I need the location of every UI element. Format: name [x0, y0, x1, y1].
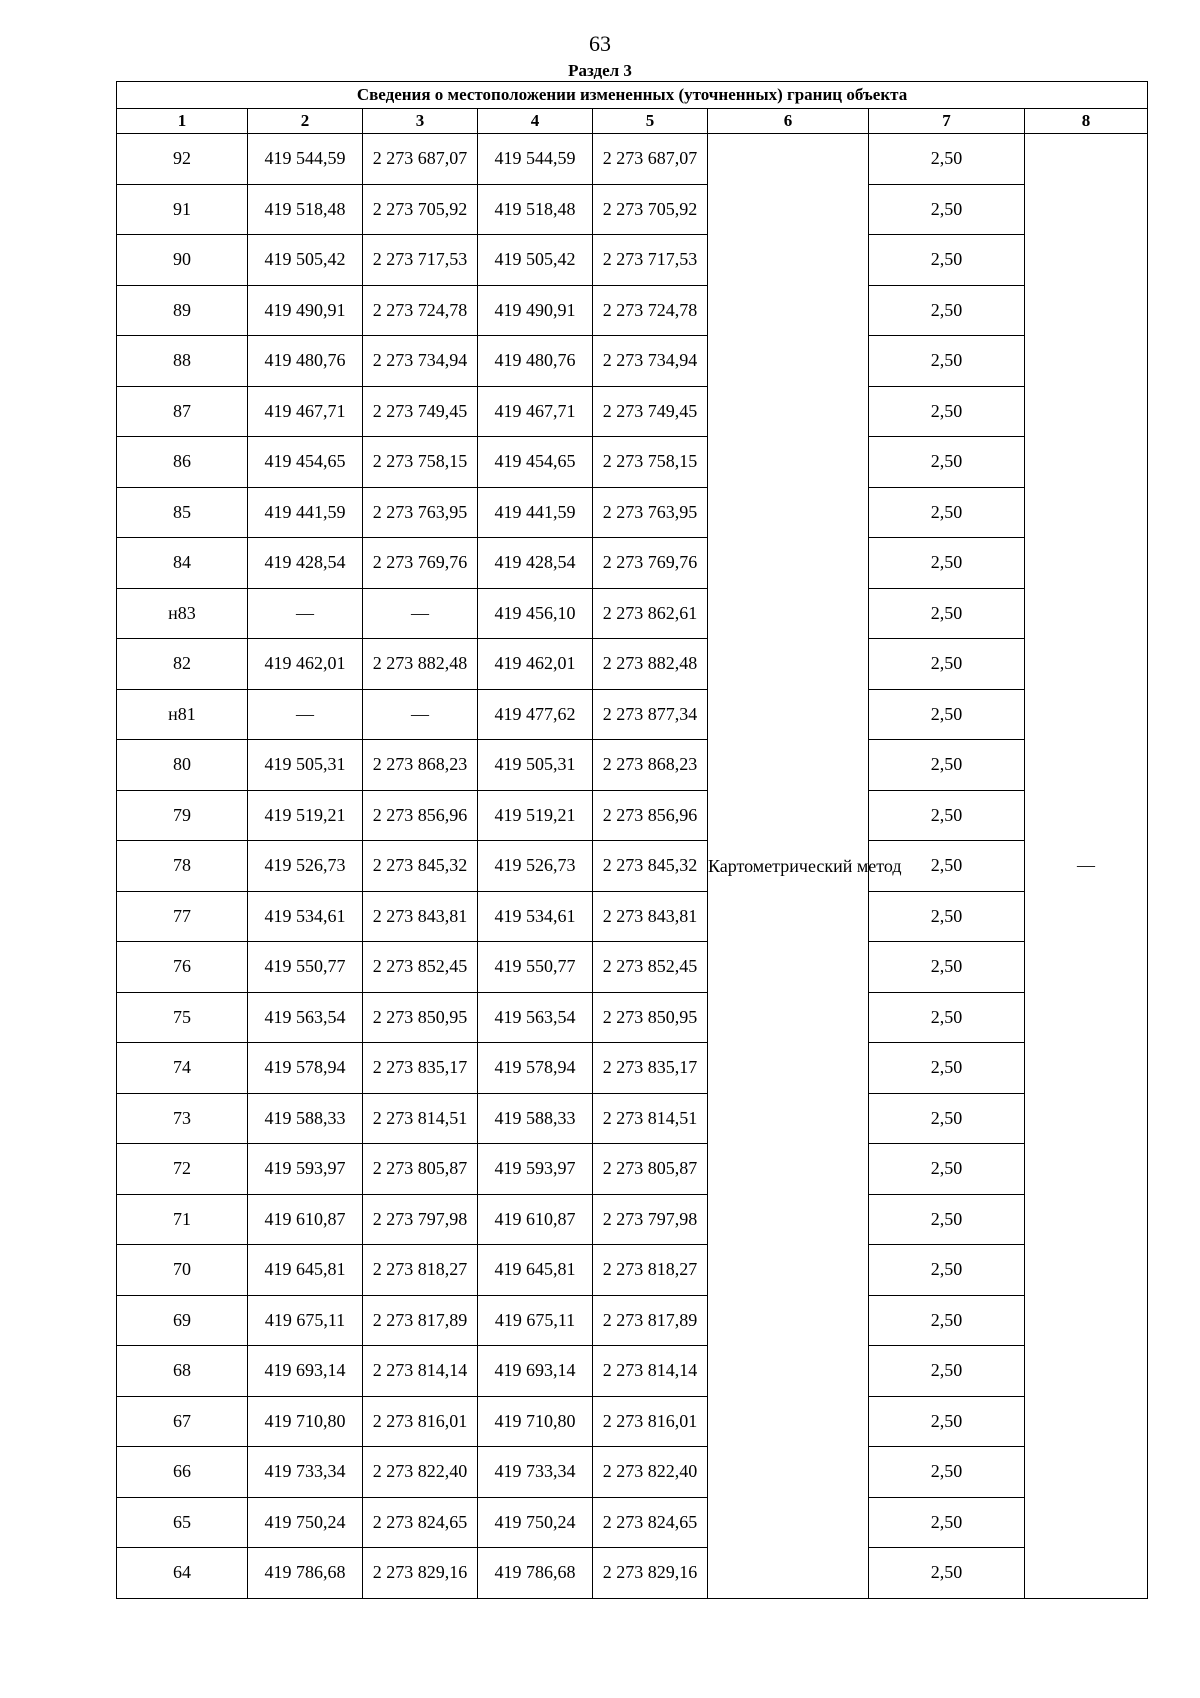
- y-new-cell: 2 273 817,89: [593, 1295, 708, 1346]
- accuracy-cell: 2,50: [869, 1043, 1025, 1094]
- y-old-cell: 2 273 829,16: [363, 1548, 478, 1599]
- y-old-cell: 2 273 734,94: [363, 336, 478, 387]
- point-number-cell: 68: [117, 1346, 248, 1397]
- point-number-cell: 86: [117, 437, 248, 488]
- x-old-cell: 419 693,14: [248, 1346, 363, 1397]
- x-old-cell: 419 526,73: [248, 841, 363, 892]
- point-number-cell: 75: [117, 992, 248, 1043]
- x-new-cell: 419 454,65: [478, 437, 593, 488]
- method-cell: Картометрический метод: [708, 134, 869, 1599]
- column-number: 5: [593, 109, 708, 134]
- table-row: [117, 1346, 1148, 1397]
- x-old-cell: 419 428,54: [248, 538, 363, 589]
- y-old-cell: 2 273 816,01: [363, 1396, 478, 1447]
- table-row: [117, 992, 1148, 1043]
- column-number: 8: [1025, 109, 1148, 134]
- column-number: 6: [708, 109, 869, 134]
- y-old-cell: 2 273 687,07: [363, 134, 478, 185]
- y-new-cell: 2 273 814,51: [593, 1093, 708, 1144]
- x-new-cell: 419 578,94: [478, 1043, 593, 1094]
- x-new-cell: 419 750,24: [478, 1497, 593, 1548]
- x-old-cell: 419 675,11: [248, 1295, 363, 1346]
- y-old-cell: 2 273 724,78: [363, 285, 478, 336]
- x-old-cell: 419 534,61: [248, 891, 363, 942]
- table-row: [117, 841, 1148, 892]
- y-new-cell: 2 273 724,78: [593, 285, 708, 336]
- y-old-cell: 2 273 705,92: [363, 184, 478, 235]
- accuracy-cell: 2,50: [869, 235, 1025, 286]
- x-new-cell: 419 610,87: [478, 1194, 593, 1245]
- accuracy-cell: 2,50: [869, 1548, 1025, 1599]
- y-new-cell: 2 273 805,87: [593, 1144, 708, 1195]
- y-old-cell: 2 273 856,96: [363, 790, 478, 841]
- y-old-cell: 2 273 835,17: [363, 1043, 478, 1094]
- accuracy-cell: 2,50: [869, 386, 1025, 437]
- x-new-cell: 419 519,21: [478, 790, 593, 841]
- x-new-cell: 419 593,97: [478, 1144, 593, 1195]
- y-new-cell: 2 273 845,32: [593, 841, 708, 892]
- y-new-cell: 2 273 758,15: [593, 437, 708, 488]
- column-number: 1: [117, 109, 248, 134]
- point-number-cell: 84: [117, 538, 248, 589]
- y-old-cell: 2 273 805,87: [363, 1144, 478, 1195]
- x-new-cell: 419 544,59: [478, 134, 593, 185]
- y-new-cell: 2 273 818,27: [593, 1245, 708, 1296]
- point-number-cell: 70: [117, 1245, 248, 1296]
- accuracy-cell: 2,50: [869, 1194, 1025, 1245]
- accuracy-cell: 2,50: [869, 1144, 1025, 1195]
- y-new-cell: 2 273 734,94: [593, 336, 708, 387]
- table-row: [117, 1497, 1148, 1548]
- y-new-cell: 2 273 843,81: [593, 891, 708, 942]
- accuracy-cell: 2,50: [869, 639, 1025, 690]
- y-old-cell: 2 273 814,51: [363, 1093, 478, 1144]
- x-new-cell: 419 462,01: [478, 639, 593, 690]
- accuracy-cell: 2,50: [869, 184, 1025, 235]
- point-number-cell: 67: [117, 1396, 248, 1447]
- x-new-cell: 419 505,31: [478, 740, 593, 791]
- point-number-cell: 69: [117, 1295, 248, 1346]
- x-new-cell: 419 490,91: [478, 285, 593, 336]
- x-old-cell: 419 544,59: [248, 134, 363, 185]
- x-old-cell: 419 588,33: [248, 1093, 363, 1144]
- x-old-cell: 419 518,48: [248, 184, 363, 235]
- point-number-cell: 87: [117, 386, 248, 437]
- y-old-cell: 2 273 769,76: [363, 538, 478, 589]
- y-new-cell: 2 273 687,07: [593, 134, 708, 185]
- y-new-cell: 2 273 814,14: [593, 1346, 708, 1397]
- point-number-cell: 73: [117, 1093, 248, 1144]
- y-new-cell: 2 273 856,96: [593, 790, 708, 841]
- table-row: [117, 437, 1148, 488]
- y-old-cell: 2 273 717,53: [363, 235, 478, 286]
- accuracy-cell: 2,50: [869, 588, 1025, 639]
- section-title: Раздел 3: [568, 61, 632, 80]
- y-old-cell: 2 273 824,65: [363, 1497, 478, 1548]
- x-new-cell: 419 526,73: [478, 841, 593, 892]
- y-new-cell: 2 273 824,65: [593, 1497, 708, 1548]
- point-number-cell: 92: [117, 134, 248, 185]
- x-new-cell: 419 505,42: [478, 235, 593, 286]
- x-new-cell: 419 786,68: [478, 1548, 593, 1599]
- table-row: [117, 588, 1148, 639]
- table-row: [117, 1194, 1148, 1245]
- x-old-cell: 419 786,68: [248, 1548, 363, 1599]
- table-row: [117, 538, 1148, 589]
- point-number-cell: н81: [117, 689, 248, 740]
- x-new-cell: 419 733,34: [478, 1447, 593, 1498]
- x-old-cell: 419 593,97: [248, 1144, 363, 1195]
- point-number-cell: 91: [117, 184, 248, 235]
- column-number: 2: [248, 109, 363, 134]
- column-number: 4: [478, 109, 593, 134]
- y-new-cell: 2 273 877,34: [593, 689, 708, 740]
- table-row: [117, 891, 1148, 942]
- accuracy-cell: 2,50: [869, 841, 1025, 892]
- accuracy-cell: 2,50: [869, 487, 1025, 538]
- x-new-cell: 419 645,81: [478, 1245, 593, 1296]
- table-row: [117, 689, 1148, 740]
- y-old-cell: 2 273 843,81: [363, 891, 478, 942]
- table-row: [117, 1396, 1148, 1447]
- table-row: [117, 1447, 1148, 1498]
- x-old-cell: —: [248, 588, 363, 639]
- accuracy-cell: 2,50: [869, 285, 1025, 336]
- point-number-cell: 85: [117, 487, 248, 538]
- accuracy-cell: 2,50: [869, 134, 1025, 185]
- accuracy-cell: 2,50: [869, 1346, 1025, 1397]
- x-new-cell: 419 563,54: [478, 992, 593, 1043]
- table-row: [117, 790, 1148, 841]
- accuracy-cell: 2,50: [869, 1497, 1025, 1548]
- x-new-cell: 419 518,48: [478, 184, 593, 235]
- y-new-cell: 2 273 816,01: [593, 1396, 708, 1447]
- table-row: [117, 1043, 1148, 1094]
- y-old-cell: —: [363, 588, 478, 639]
- table-row: [117, 386, 1148, 437]
- y-old-cell: 2 273 850,95: [363, 992, 478, 1043]
- accuracy-cell: 2,50: [869, 437, 1025, 488]
- x-new-cell: 419 710,80: [478, 1396, 593, 1447]
- accuracy-cell: 2,50: [869, 1447, 1025, 1498]
- table-row: [117, 1295, 1148, 1346]
- point-number-cell: 66: [117, 1447, 248, 1498]
- x-new-cell: 419 588,33: [478, 1093, 593, 1144]
- x-old-cell: —: [248, 689, 363, 740]
- x-old-cell: 419 505,42: [248, 235, 363, 286]
- y-new-cell: 2 273 835,17: [593, 1043, 708, 1094]
- point-number-cell: 78: [117, 841, 248, 892]
- column8-cell: —: [1025, 134, 1148, 1599]
- y-new-cell: 2 273 862,61: [593, 588, 708, 639]
- x-new-cell: 419 477,62: [478, 689, 593, 740]
- x-new-cell: 419 467,71: [478, 386, 593, 437]
- point-number-cell: 90: [117, 235, 248, 286]
- table-row: [117, 1093, 1148, 1144]
- y-old-cell: 2 273 822,40: [363, 1447, 478, 1498]
- y-new-cell: 2 273 749,45: [593, 386, 708, 437]
- x-old-cell: 419 505,31: [248, 740, 363, 791]
- x-old-cell: 419 610,87: [248, 1194, 363, 1245]
- x-old-cell: 419 578,94: [248, 1043, 363, 1094]
- y-new-cell: 2 273 822,40: [593, 1447, 708, 1498]
- y-new-cell: 2 273 763,95: [593, 487, 708, 538]
- point-number-cell: 89: [117, 285, 248, 336]
- accuracy-cell: 2,50: [869, 891, 1025, 942]
- table-row: [117, 639, 1148, 690]
- y-old-cell: 2 273 818,27: [363, 1245, 478, 1296]
- table-caption: Сведения о местоположении измененных (уточненных) границ объекта: [117, 82, 1148, 109]
- table-row: [117, 487, 1148, 538]
- point-number-cell: 80: [117, 740, 248, 791]
- table-body: [117, 134, 1148, 1599]
- y-old-cell: 2 273 852,45: [363, 942, 478, 993]
- point-number-cell: н83: [117, 588, 248, 639]
- column-number: 3: [363, 109, 478, 134]
- point-number-cell: 64: [117, 1548, 248, 1599]
- column-number: 7: [869, 109, 1025, 134]
- x-old-cell: 419 645,81: [248, 1245, 363, 1296]
- accuracy-cell: 2,50: [869, 1295, 1025, 1346]
- column-number-row: [117, 109, 1148, 134]
- x-new-cell: 419 441,59: [478, 487, 593, 538]
- accuracy-cell: 2,50: [869, 790, 1025, 841]
- point-number-cell: 76: [117, 942, 248, 993]
- point-number-cell: 82: [117, 639, 248, 690]
- point-number-cell: 74: [117, 1043, 248, 1094]
- y-old-cell: 2 273 868,23: [363, 740, 478, 791]
- x-old-cell: 419 480,76: [248, 336, 363, 387]
- x-new-cell: 419 675,11: [478, 1295, 593, 1346]
- accuracy-cell: 2,50: [869, 1245, 1025, 1296]
- y-new-cell: 2 273 850,95: [593, 992, 708, 1043]
- y-old-cell: —: [363, 689, 478, 740]
- x-new-cell: 419 456,10: [478, 588, 593, 639]
- page-number: 63: [589, 31, 611, 56]
- y-old-cell: 2 273 845,32: [363, 841, 478, 892]
- x-old-cell: 419 467,71: [248, 386, 363, 437]
- x-new-cell: 419 480,76: [478, 336, 593, 387]
- accuracy-cell: 2,50: [869, 992, 1025, 1043]
- y-old-cell: 2 273 814,14: [363, 1346, 478, 1397]
- x-new-cell: 419 534,61: [478, 891, 593, 942]
- table-row: [117, 336, 1148, 387]
- coordinates-table: [116, 81, 1148, 1599]
- y-new-cell: 2 273 769,76: [593, 538, 708, 589]
- accuracy-cell: 2,50: [869, 1396, 1025, 1447]
- table-row: [117, 184, 1148, 235]
- y-new-cell: 2 273 705,92: [593, 184, 708, 235]
- table-row: [117, 285, 1148, 336]
- x-new-cell: 419 550,77: [478, 942, 593, 993]
- accuracy-cell: 2,50: [869, 336, 1025, 387]
- x-old-cell: 419 441,59: [248, 487, 363, 538]
- x-new-cell: 419 428,54: [478, 538, 593, 589]
- accuracy-cell: 2,50: [869, 942, 1025, 993]
- table-row: [117, 1245, 1148, 1296]
- y-old-cell: 2 273 882,48: [363, 639, 478, 690]
- x-old-cell: 419 519,21: [248, 790, 363, 841]
- y-old-cell: 2 273 817,89: [363, 1295, 478, 1346]
- point-number-cell: 77: [117, 891, 248, 942]
- x-old-cell: 419 490,91: [248, 285, 363, 336]
- y-old-cell: 2 273 758,15: [363, 437, 478, 488]
- y-new-cell: 2 273 882,48: [593, 639, 708, 690]
- table-row: [117, 235, 1148, 286]
- accuracy-cell: 2,50: [869, 538, 1025, 589]
- x-old-cell: 419 750,24: [248, 1497, 363, 1548]
- point-number-cell: 88: [117, 336, 248, 387]
- y-new-cell: 2 273 829,16: [593, 1548, 708, 1599]
- y-new-cell: 2 273 868,23: [593, 740, 708, 791]
- y-old-cell: 2 273 797,98: [363, 1194, 478, 1245]
- x-old-cell: 419 563,54: [248, 992, 363, 1043]
- point-number-cell: 65: [117, 1497, 248, 1548]
- x-old-cell: 419 462,01: [248, 639, 363, 690]
- accuracy-cell: 2,50: [869, 1093, 1025, 1144]
- y-new-cell: 2 273 717,53: [593, 235, 708, 286]
- table-row: [117, 134, 1148, 185]
- table-row: [117, 740, 1148, 791]
- table-row: [117, 1548, 1148, 1599]
- x-old-cell: 419 733,34: [248, 1447, 363, 1498]
- x-old-cell: 419 550,77: [248, 942, 363, 993]
- point-number-cell: 79: [117, 790, 248, 841]
- x-new-cell: 419 693,14: [478, 1346, 593, 1397]
- point-number-cell: 72: [117, 1144, 248, 1195]
- x-old-cell: 419 454,65: [248, 437, 363, 488]
- y-new-cell: 2 273 852,45: [593, 942, 708, 993]
- accuracy-cell: 2,50: [869, 689, 1025, 740]
- table-row: [117, 942, 1148, 993]
- y-old-cell: 2 273 763,95: [363, 487, 478, 538]
- accuracy-cell: 2,50: [869, 740, 1025, 791]
- table-row: [117, 1144, 1148, 1195]
- x-old-cell: 419 710,80: [248, 1396, 363, 1447]
- y-new-cell: 2 273 797,98: [593, 1194, 708, 1245]
- point-number-cell: 71: [117, 1194, 248, 1245]
- y-old-cell: 2 273 749,45: [363, 386, 478, 437]
